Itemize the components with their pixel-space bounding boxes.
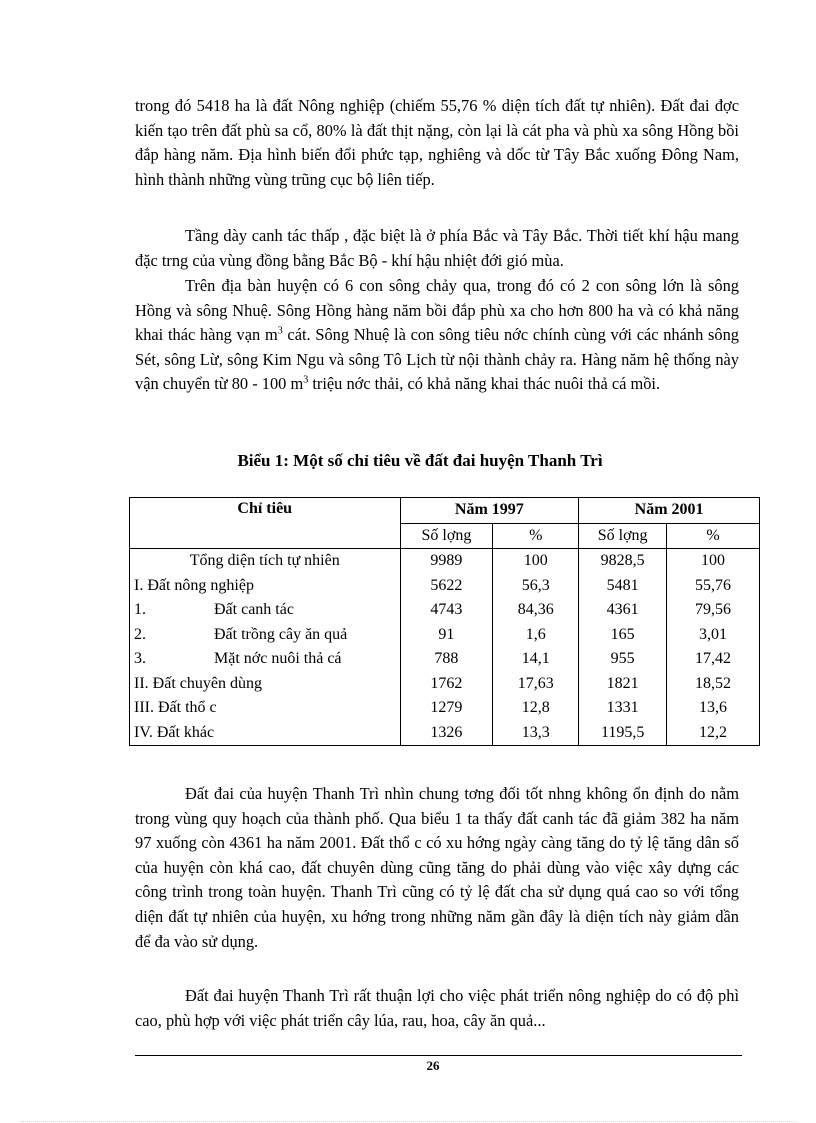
cell-percent-1997: 56,3: [493, 574, 579, 599]
paragraph-rivers: [135, 274, 739, 397]
cell-indicator: II. Đất chuyên dùng: [130, 672, 401, 697]
cell-percent-2001: 79,56: [667, 598, 760, 623]
cell-quantity-1997: 4743: [400, 598, 493, 623]
cell-percent-2001: 18,52: [667, 672, 760, 697]
text-run: Trên địa bàn huyện có 6 con sông chảy qua, trong đó có 2 con sông lớn là sông Hồng và sông Nhuệ. Sông Hồng hàng năm bồi đắp phù xa cho hơn 800 ha và có khả năng khai thác hàng vạn m: [135, 276, 739, 345]
table-row: [130, 721, 760, 746]
superscript: 3: [277, 325, 283, 337]
cell-percent-2001: 55,76: [667, 574, 760, 599]
cell-quantity-1997: 91: [400, 623, 493, 648]
cell-quantity-2001: 165: [579, 623, 667, 648]
row-label: Đất canh tác: [214, 601, 294, 619]
table-row: [130, 696, 760, 721]
row-label: Mặt nớc nuôi thả cá: [214, 650, 342, 668]
cell-quantity-2001: 1821: [579, 672, 667, 697]
cell-indicator: I. Đất nông nghiệp: [130, 574, 401, 599]
paragraph-analysis: [135, 782, 739, 954]
paragraph-text: [135, 274, 739, 397]
cell-quantity-2001: 5481: [579, 574, 667, 599]
cell-percent-1997: 1,6: [493, 623, 579, 648]
paragraph-agriculture: [135, 984, 739, 1033]
cell-indicator: Tổng diện tích tự nhiên: [130, 549, 401, 574]
cell-indicator: III. Đất thổ c: [130, 696, 401, 721]
header-percent: %: [493, 523, 579, 549]
text-run: triệu nớc thải, có khả năng khai thác nuôi thả cá mồi.: [308, 374, 661, 394]
table-row: [130, 647, 760, 672]
table-header-row: [130, 498, 760, 524]
cell-quantity-1997: 5622: [400, 574, 493, 599]
cell-percent-1997: 17,63: [493, 672, 579, 697]
cell-quantity-1997: 1279: [400, 696, 493, 721]
cell-percent-2001: 13,6: [667, 696, 760, 721]
cell-indicator: [130, 647, 401, 672]
header-indicator: Chỉ tiêu: [130, 498, 401, 549]
header-percent: %: [667, 523, 760, 549]
row-number: 2.: [134, 625, 146, 643]
cell-percent-1997: 100: [493, 549, 579, 574]
cell-indicator: [130, 598, 401, 623]
cell-quantity-1997: 1762: [400, 672, 493, 697]
cell-quantity-1997: 9989: [400, 549, 493, 574]
header-quantity: Số lợng: [579, 523, 667, 549]
cell-percent-1997: 14,1: [493, 647, 579, 672]
row-number: 1.: [134, 601, 146, 619]
header-year-1997: Năm 1997: [400, 498, 579, 524]
cell-indicator: [130, 623, 401, 648]
cell-percent-2001: 3,01: [667, 623, 760, 648]
cell-quantity-2001: 9828,5: [579, 549, 667, 574]
paragraph-text: trong đó 5418 ha là đất Nông nghiệp (chiếm 55,76 % diện tích đất tự nhiên). Đất đai đợc kiến tạo trên đất phù sa cổ, 80% là đất thịt nặng, còn lại là cát pha và phù xa sông Hồng bồi đắp hàng năm. Địa hình biến đổi phức tạp, nghiêng và dốc từ Tây Bắc xuống Đông Nam, hình thành những vùng trũng cục bộ liên tiếp.: [135, 96, 739, 189]
cell-indicator: IV. Đất khác: [130, 721, 401, 746]
paragraph-soil-description: [135, 94, 739, 192]
header-quantity: Số lợng: [400, 523, 493, 549]
cell-percent-1997: 84,36: [493, 598, 579, 623]
paragraph-text: Đất đai huyện Thanh Trì rất thuận lợi cho việc phát triển nông nghiệp do có độ phì cao, phù hợp với việc phát triển cây lúa, rau, hoa, cây ăn quả...: [135, 986, 739, 1030]
table-row: [130, 574, 760, 599]
cell-percent-2001: 100: [667, 549, 760, 574]
footer-divider: [135, 1055, 742, 1056]
row-label: Đất trồng cây ăn quả: [214, 625, 348, 643]
land-indicators-table: [129, 497, 760, 746]
cell-percent-2001: 12,2: [667, 721, 760, 746]
cell-quantity-2001: 1195,5: [579, 721, 667, 746]
table-row: [130, 623, 760, 648]
header-year-2001: Năm 2001: [579, 498, 760, 524]
table-row: [130, 549, 760, 574]
cell-quantity-2001: 955: [579, 647, 667, 672]
cell-percent-2001: 17,42: [667, 647, 760, 672]
table-caption: Biểu 1: Một số chỉ tiêu về đất đai huyện Thanh Trì: [237, 451, 603, 470]
paragraph-climate: [135, 224, 739, 273]
cell-percent-1997: 13,3: [493, 721, 579, 746]
table-row: [130, 672, 760, 697]
cell-quantity-1997: 1326: [400, 721, 493, 746]
cell-quantity-1997: 788: [400, 647, 493, 672]
row-number: 3.: [134, 650, 146, 668]
page-edge-divider: [20, 1121, 796, 1122]
text-run: cát. Sông Nhuệ là con sông tiêu nớc chính cùng với các nhánh sông Sét, sông Lừ, sông Kim Ngu và sông Tô Lịch từ nội thành chảy ra. Hàng năm hệ thống này vận chuyển từ 80 - 100 m: [135, 325, 739, 394]
superscript: 3: [303, 374, 309, 386]
table-row: [130, 598, 760, 623]
page-number: 26: [426, 1058, 440, 1073]
cell-percent-1997: 12,8: [493, 696, 579, 721]
cell-quantity-2001: 4361: [579, 598, 667, 623]
paragraph-text: Đất đai của huyện Thanh Trì nhìn chung tơng đối tốt nhng không ổn định do nằm trong vùng quy hoạch của thành phố. Qua biểu 1 ta thấy đất canh tác đã giảm 382 ha năm 97 xuống còn 4361 ha năm 2001. Đất thổ c có xu hớng ngày càng tăng do tỷ lệ tăng dân số của huyện còn khá cao, đất chuyên dùng cũng tăng do phải dùng vào việc xây dựng các công trình trong toàn huyện. Thanh Trì cũng có tỷ lệ đất cha sử dụng quá cao so với tổng diện đất tự nhiên của huyện, xu hớng trong những năm gần đây là diện tích này giảm dần để đa vào sử dụng.: [135, 784, 739, 951]
paragraph-text: Tầng dày canh tác thấp , đặc biệt là ở phía Bắc và Tây Bắc. Thời tiết khí hậu mang đặc trng của vùng đồng bằng Bắc Bộ - khí hậu nhiệt đới gió mùa.: [135, 226, 739, 270]
cell-quantity-2001: 1331: [579, 696, 667, 721]
